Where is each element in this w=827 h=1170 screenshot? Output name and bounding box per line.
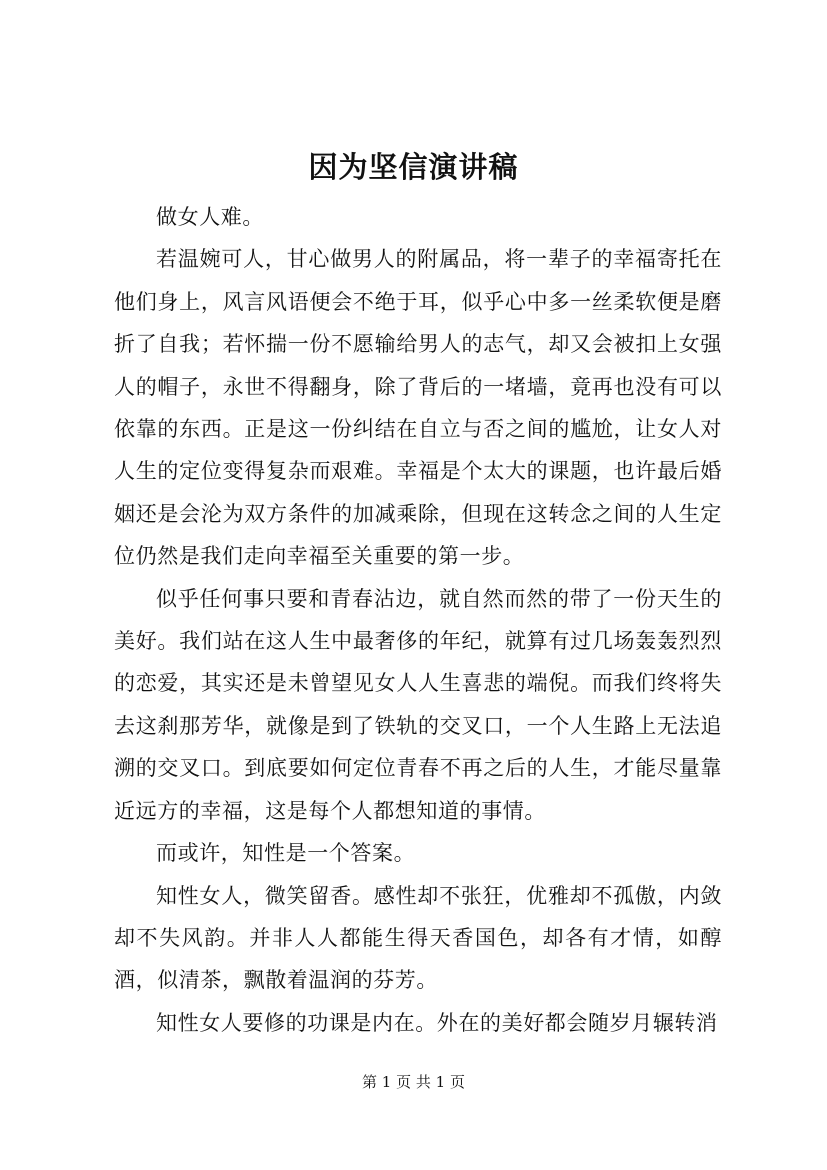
paragraph-4: 而或许，知性是一个答案。 [156, 841, 416, 866]
paragraph-3: 似乎任何事只要和青春沾边，就自然而然的带了一份天生的美好。我们站在这人生中最奢侈的年纪，就算有过几场轰轰烈烈的恋爱，其实还是未曾望见女人人生喜悲的端倪。而我们终将失去这刹那芳华，就像是到了铁轨的交叉口，一个人生路上无法追溯的交叉口。到底要如何定位青春不再之后的人生，才能尽量靠近远方的幸福，这是每个人都想知道的事情。 [114, 586, 722, 823]
page-number-footer: 第 1 页 共 1 页 [362, 1073, 465, 1091]
document-title: 因为坚信演讲稿 [308, 150, 519, 184]
document-body [114, 196, 722, 1044]
paragraph-2: 若温婉可人，甘心做男人的附属品，将一辈子的幸福寄托在他们身上，风言风语便会不绝于耳，似乎心中多一丝柔软便是磨折了自我；若怀揣一份不愿输给男人的志气，却又会被扣上女强人的帽子，永世不得翻身，除了背后的一堵墙，竟再也没有可以依靠的东西。正是这一份纠结在自立与否之间的尴尬，让女人对人生的定位变得复杂而艰难。幸福是个太大的课题，也许最后婚姻还是会沦为双方条件的加减乘除，但现在这转念之间的人生定位仍然是我们走向幸福至关重要的第一步。 [114, 247, 722, 569]
paragraph-1: 做女人难。 [156, 205, 264, 229]
paragraph-6: 知性女人要修的功课是内在。外在的美好都会随岁月辗转消 [156, 1010, 718, 1035]
paragraph-5: 知性女人，微笑留香。感性却不张狂，优雅却不孤傲，内敛却不失风韵。并非人人都能生得天香国色，却各有才情，如醇酒，似清茶，飘散着温润的芬芳。 [114, 883, 722, 993]
